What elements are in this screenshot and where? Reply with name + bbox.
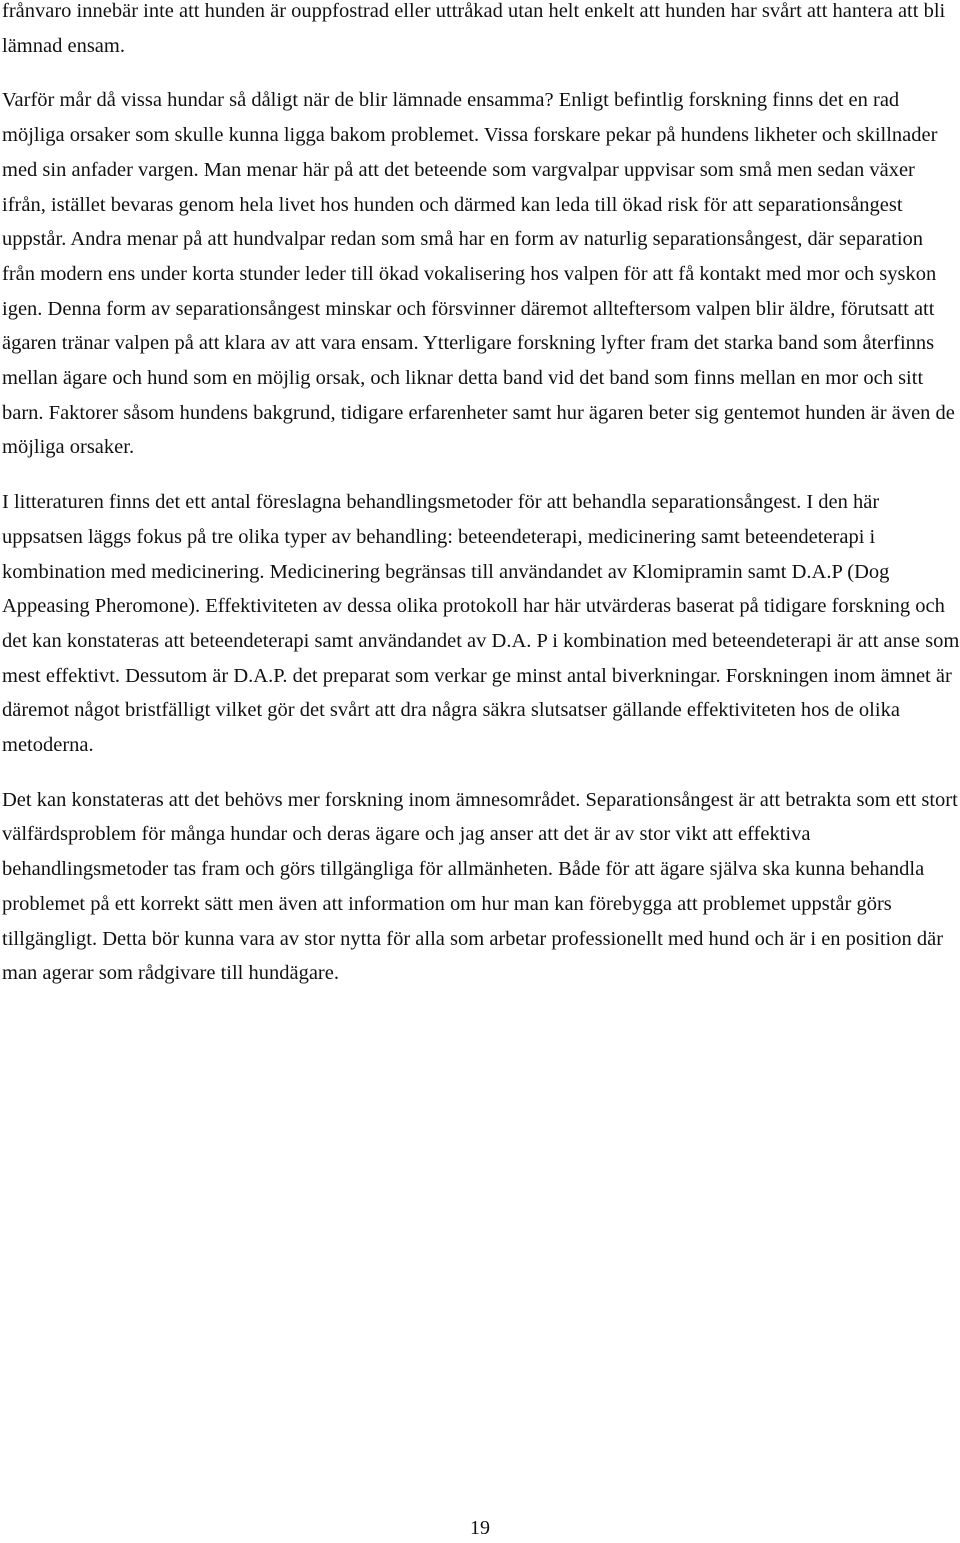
body-text [2,0,960,991]
paragraph-conclusion: Det kan konstateras att det behövs mer forskning inom ämnesområdet. Separationsångest är att betrakta som ett stort välfärdsproblem för många hundar och deras ägare och jag anser att det är av stor vikt att effektiva behandlingsmetoder tas fram och görs tillgängliga för allmänheten. Både för att ägare själva ska kunna behandla problemet på ett korrekt sätt men även att information om hur man kan förebygga att problemet uppstår görs tillgängligt. Detta bör kunna vara av stor nytta för alla som arbetar professionellt med hund och är i en position där man agerar som rådgivare till hundägare. [2,788,958,985]
paragraph-causes: Varför mår då vissa hundar så dåligt när de blir lämnade ensamma? Enligt befintlig forskning finns det en rad möjliga orsaker som skulle kunna ligga bakom problemet. Vissa forskare pekar på hundens likheter och skillnader med sin anfader vargen. Man menar här på att det beteende som vargvalpar uppvisar som små men sedan växer ifrån, istället bevaras genom hela livet hos hunden och därmed kan leda till ökad risk för att separationsångest uppstår. Andra menar på att hundvalpar redan som små har en form av naturlig separationsångest, där separation från modern ens under korta stunder leder till ökad vokalisering hos valpen för att få kontakt med mor och syskon igen. Denna form av separationsångest minskar och försvinner däremot allteftersom valpen blir äldre, förutsatt att ägaren tränar valpen på att klara av att vara ensam. Ytterligare forskning lyfter fram det starka band som återfinns mellan ägare och hund som en möjlig orsak, och liknar detta band vid det band som finns mellan en mor och sitt barn. Faktorer såsom hundens bakgrund, tidigare erfarenheter samt hur ägaren beter sig gentemot hunden är även de möjliga orsaker. [2,89,955,459]
paragraph-treatments: I litteraturen finns det ett antal föreslagna behandlingsmetoder för att behandla separationsångest. I den här uppsatsen läggs fokus på tre olika typer av behandling: beteendeterapi, medicinering samt beteendeterapi i kombination med medicinering. Medicinering begränsas till användandet av Klomipramin samt D.A.P (Dog Appeasing Pheromone). Effektiviteten av dessa olika protokoll har här utvärderas baserat på tidigare forskning och det kan konstateras att beteendeterapi samt användandet av D.A. P i kombination med beteendeterapi är att anse som mest effektivt. Dessutom är D.A.P. det preparat som verkar ge minst antal biverkningar. Forskningen inom ämnet är däremot något bristfälligt vilket gör det svårt att dra några säkra slutsatser gällande effektiviteten hos de olika metoderna. [2,491,960,757]
page-number: 19 [470,1517,490,1539]
paragraph-continuation: frånvaro innebär inte att hunden är ouppfostrad eller uttråkad utan helt enkelt att hunden har svårt att hantera att bli lämnad ensam. [2,0,946,57]
